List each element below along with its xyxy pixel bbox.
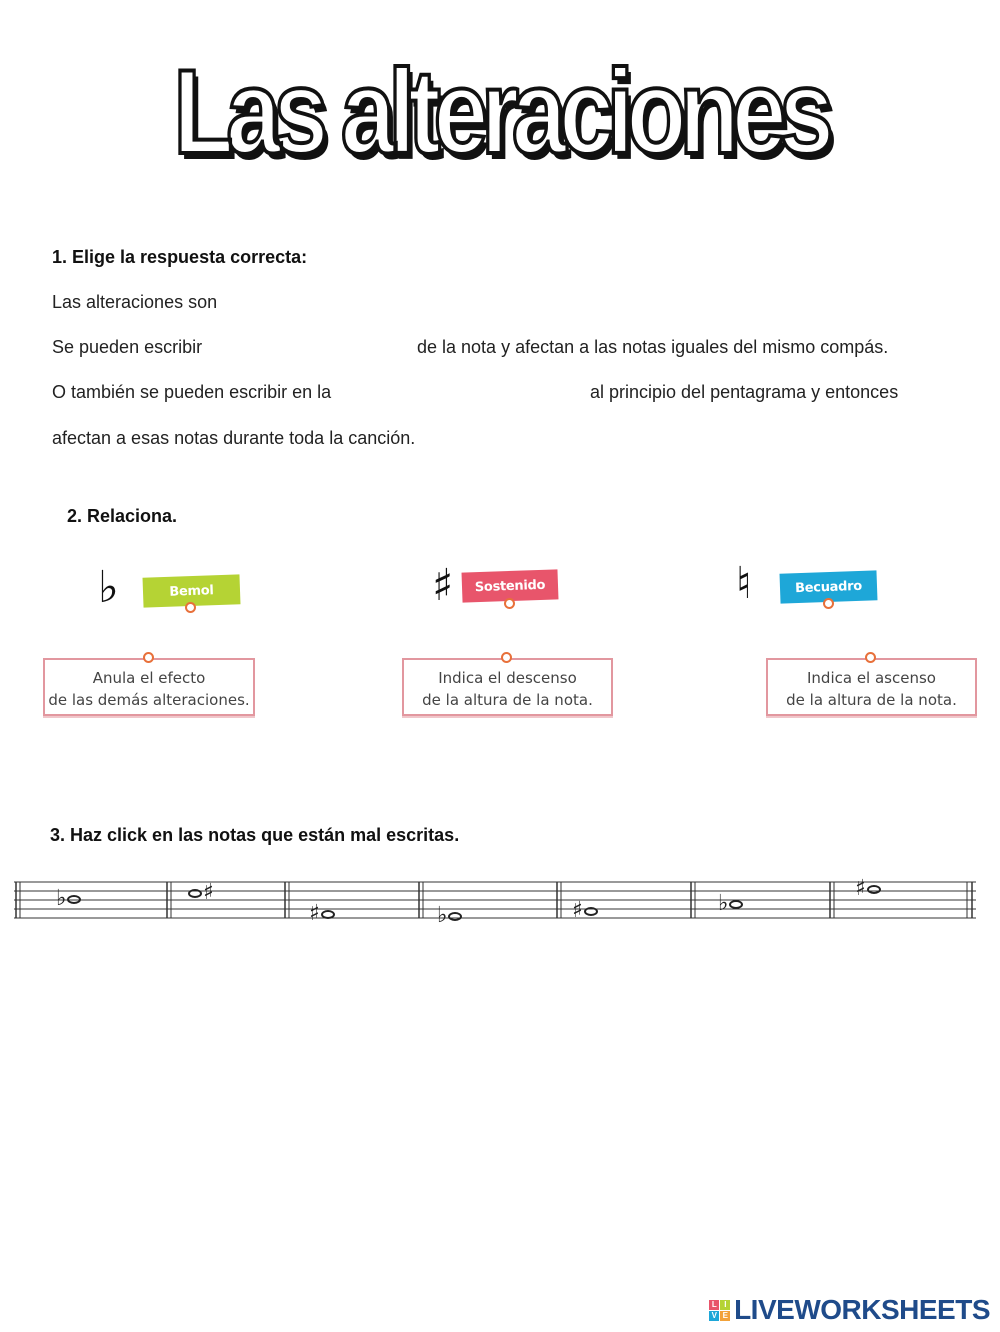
logo-letter-l: L <box>709 1300 719 1310</box>
note-measure-1[interactable] <box>56 888 82 910</box>
q1-line-2-start: Se pueden escribir <box>52 337 203 357</box>
note-measure-5[interactable] <box>572 900 599 922</box>
whole-note-icon <box>188 889 202 898</box>
liveworksheets-logo <box>709 1294 990 1326</box>
q1-line-3-end: al principio del pentagrama y entonces <box>590 382 899 402</box>
definition-2-line-1: Indica el descenso <box>438 669 577 687</box>
logo-letter-e: E <box>720 1311 730 1321</box>
tag-sostenido-label: Sostenido <box>474 577 546 595</box>
definition-2-line-2: de la altura de la nota. <box>422 691 593 709</box>
liveworksheets-logo-icon <box>709 1300 730 1321</box>
definition-3-line-2: de la altura de la nota. <box>786 691 957 709</box>
q1-line-2-end: de la nota y afectan a las notas iguales del mismo compás. <box>417 337 889 357</box>
definition-2-connector-dot[interactable] <box>501 652 512 663</box>
q1-answer-1-field[interactable] <box>250 290 550 314</box>
flat-accidental-icon: ♭ <box>56 886 67 911</box>
sostenido-connector-dot[interactable] <box>504 598 515 609</box>
definition-box-3 <box>766 658 977 716</box>
tag-bemol-label: Bemol <box>169 582 214 600</box>
sharp-accidental-icon: ♯ <box>855 876 866 901</box>
definition-1-line-1: Anula el efecto <box>92 669 206 687</box>
note-measure-7[interactable] <box>855 878 882 900</box>
note-measure-2[interactable] <box>187 882 214 904</box>
whole-note-icon <box>729 900 743 909</box>
logo-letter-v: V <box>709 1311 719 1321</box>
whole-note-icon <box>867 885 881 894</box>
note-measure-4[interactable] <box>437 905 463 927</box>
flat-symbol-icon: ♭ <box>98 562 119 613</box>
sharp-symbol-icon: ♯ <box>432 560 454 611</box>
definition-3-connector-dot[interactable] <box>865 652 876 663</box>
music-staff <box>14 876 976 922</box>
note-measure-6[interactable] <box>718 893 744 915</box>
whole-note-icon <box>584 907 598 916</box>
whole-note-icon <box>448 912 462 921</box>
flat-accidental-icon: ♭ <box>437 903 448 928</box>
definition-box-1 <box>43 658 255 716</box>
sharp-accidental-icon: ♯ <box>572 898 583 923</box>
liveworksheets-brand-name: LIVEWORKSHEETS <box>734 1294 990 1325</box>
definition-3-line-1: Indica el ascenso <box>807 669 936 687</box>
becuadro-connector-dot[interactable] <box>823 598 834 609</box>
note-measure-3[interactable] <box>309 903 336 925</box>
q1-answer-2-field[interactable] <box>228 335 410 359</box>
q1-line-3-start: O también se pueden escribir en la <box>52 382 332 402</box>
q1-answer-3-field[interactable] <box>372 380 582 404</box>
logo-letter-i: I <box>720 1300 730 1310</box>
question-2-heading: 2. Relaciona. <box>67 506 178 526</box>
sharp-accidental-icon: ♯ <box>309 901 320 926</box>
natural-symbol-icon: ♮ <box>736 558 752 609</box>
page-title: Las alteraciones <box>173 45 827 179</box>
question-3-heading: 3. Haz click en las notas que están mal escritas. <box>50 825 460 845</box>
sharp-accidental-icon: ♯ <box>203 880 214 905</box>
definition-1-connector-dot[interactable] <box>143 652 154 663</box>
definition-box-2 <box>402 658 613 716</box>
q1-line-4: afectan a esas notas durante toda la canción. <box>52 428 416 448</box>
flat-accidental-icon: ♭ <box>718 891 729 916</box>
definition-1-line-2: de las demás alteraciones. <box>48 691 250 709</box>
q1-line-1: Las alteraciones son <box>52 292 218 312</box>
whole-note-icon <box>67 895 81 904</box>
tag-becuadro-label: Becuadro <box>794 578 863 596</box>
question-1-heading: 1. Elige la respuesta correcta: <box>52 247 308 267</box>
whole-note-icon <box>321 910 335 919</box>
bemol-connector-dot[interactable] <box>185 602 196 613</box>
